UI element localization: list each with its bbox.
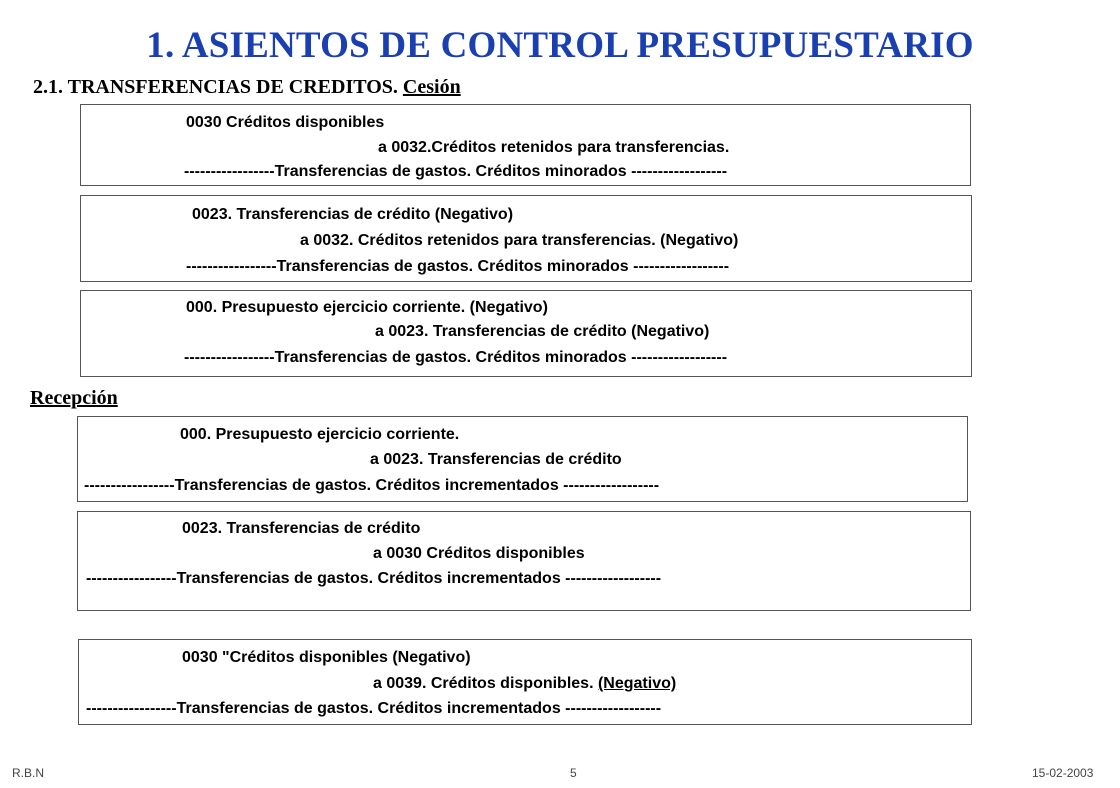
section-heading-cesion-label: Cesión: [402, 76, 461, 98]
section-heading-main: 2.1. TRANSFERENCIAS DE CREDITOS.: [33, 76, 403, 98]
entry-5-debit: 0023. Transferencias de crédito: [182, 520, 421, 537]
entry-2-debit: 0023. Transferencias de crédito (Negativo): [192, 206, 514, 223]
footer-page-number: 5: [570, 766, 577, 780]
entry-3-credit: a 0023. Transferencias de crédito (Negativo): [375, 323, 710, 340]
entry-6-credit-text: a 0039. Créditos disponibles.: [373, 675, 598, 692]
entry-5-credit: a 0030 Créditos disponibles: [373, 545, 585, 562]
entry-3-debit: 000. Presupuesto ejercicio corriente. (Negativo): [186, 299, 548, 316]
section-heading-cesion: [33, 76, 461, 99]
entry-6-credit: [373, 674, 676, 694]
entry-3-concept: -----------------Transferencias de gastos. Créditos minorados ------------------: [184, 349, 728, 366]
footer-author: R.B.N: [12, 766, 45, 780]
section-heading-recepcion: Recepción: [30, 387, 118, 409]
entry-2-concept: -----------------Transferencias de gastos. Créditos minorados ------------------: [186, 258, 730, 275]
entry-1-debit: 0030 Créditos disponibles: [186, 114, 385, 131]
entry-4-concept: -----------------Transferencias de gastos. Créditos incrementados ------------------: [84, 477, 660, 494]
page-title: 1. ASIENTOS DE CONTROL PRESUPUESTARIO: [146, 25, 974, 66]
entry-6-debit: 0030 "Créditos disponibles (Negativo): [182, 649, 471, 666]
footer-date: 15-02-2003: [1032, 766, 1094, 780]
entry-6-credit-negativo: (Negativo): [597, 675, 677, 692]
entry-1-concept: -----------------Transferencias de gastos. Créditos minorados ------------------: [184, 163, 728, 180]
entry-4-credit: a 0023. Transferencias de crédito: [370, 451, 622, 468]
entry-2-credit: a 0032. Créditos retenidos para transferencias. (Negativo): [300, 232, 739, 249]
entry-6-concept: -----------------Transferencias de gastos. Créditos incrementados ------------------: [86, 700, 662, 717]
entry-4-debit: 000. Presupuesto ejercicio corriente.: [180, 426, 460, 443]
entry-5-concept: -----------------Transferencias de gastos. Créditos incrementados ------------------: [86, 570, 662, 587]
entry-1-credit: a 0032.Créditos retenidos para transferencias.: [378, 139, 730, 156]
